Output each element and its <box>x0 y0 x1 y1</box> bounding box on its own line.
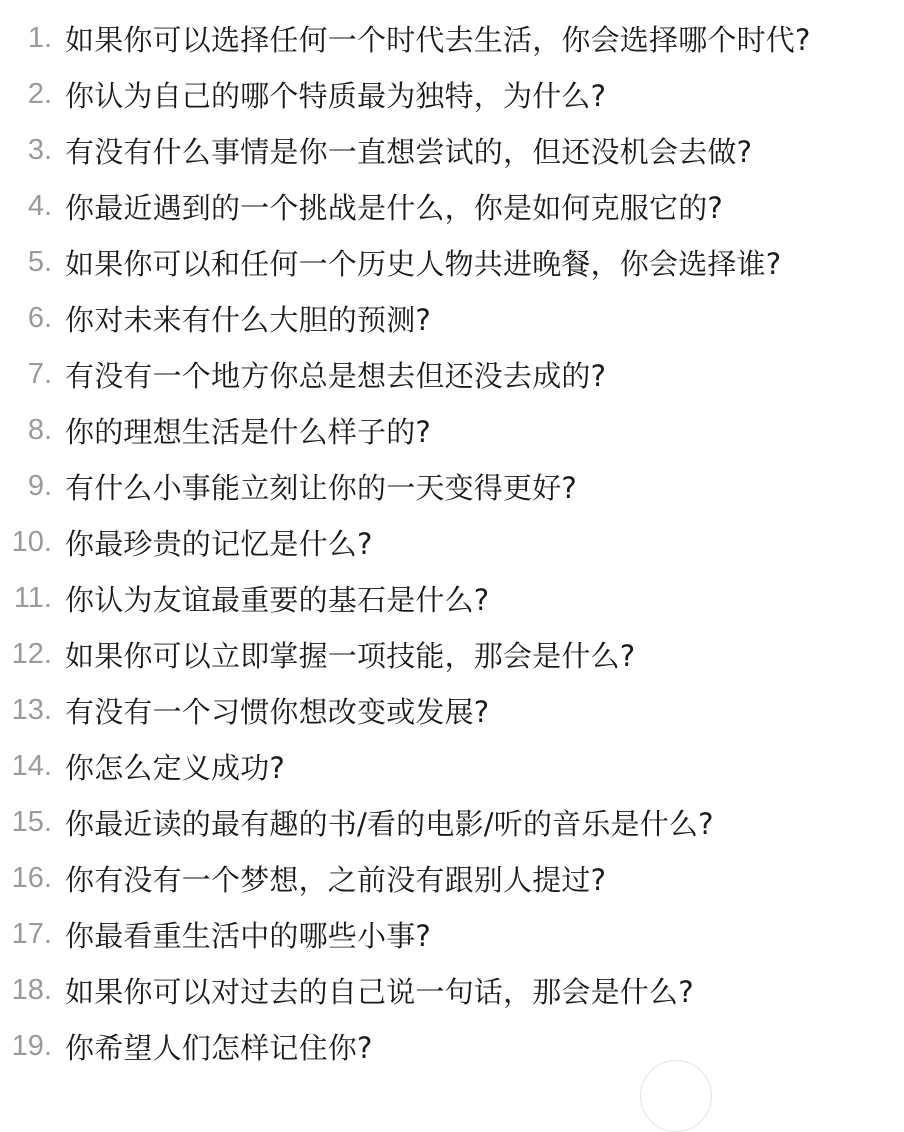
list-item <box>0 66 904 122</box>
list-item <box>0 290 904 346</box>
question-text: 有没有一个习惯你想改变或发展? <box>65 694 490 729</box>
question-number: 5. <box>27 245 52 278</box>
floating-button-partial[interactable] <box>640 1060 712 1132</box>
question-number: 11. <box>13 581 52 614</box>
list-item <box>0 682 904 738</box>
list-item <box>0 234 904 290</box>
list-item <box>0 458 904 514</box>
question-text: 如果你可以对过去的自己说一句话，那会是什么? <box>65 974 694 1009</box>
question-number: 14. <box>11 749 52 782</box>
question-number: 19. <box>11 1029 52 1062</box>
question-text: 有没有一个地方你总是想去但还没去成的? <box>65 358 607 393</box>
question-text: 如果你可以和任何一个历史人物共进晚餐，你会选择谁? <box>65 246 782 281</box>
list-item <box>0 346 904 402</box>
question-text: 你最看重生活中的哪些小事? <box>65 918 431 953</box>
list-item <box>0 738 904 794</box>
question-text: 有什么小事能立刻让你的一天变得更好? <box>65 470 577 505</box>
list-item <box>0 906 904 962</box>
list-item <box>0 626 904 682</box>
question-number: 13. <box>11 693 52 726</box>
question-text: 你认为自己的哪个特质最为独特，为什么? <box>65 78 607 113</box>
question-number: 15. <box>11 805 52 838</box>
question-text: 你有没有一个梦想，之前没有跟别人提过? <box>65 862 607 897</box>
question-number: 17. <box>11 917 52 950</box>
question-text: 你最近读的最有趣的书/看的电影/听的音乐是什么? <box>65 806 714 841</box>
list-item <box>0 402 904 458</box>
list-item <box>0 1018 904 1074</box>
list-item <box>0 570 904 626</box>
question-number: 6. <box>27 301 52 334</box>
list-item <box>0 10 904 66</box>
question-text: 你的理想生活是什么样子的? <box>65 414 431 449</box>
question-text: 如果你可以立即掌握一项技能，那会是什么? <box>65 638 636 673</box>
list-item <box>0 962 904 1018</box>
list-item <box>0 122 904 178</box>
question-text: 如果你可以选择任何一个时代去生活，你会选择哪个时代? <box>65 22 811 57</box>
question-number: 7. <box>27 357 52 390</box>
question-number: 1. <box>27 21 52 54</box>
list-item <box>0 514 904 570</box>
question-number: 8. <box>27 413 52 446</box>
question-number: 12. <box>11 637 52 670</box>
question-number: 18. <box>11 973 52 1006</box>
list-item <box>0 850 904 906</box>
question-text: 你希望人们怎样记住你? <box>65 1030 373 1065</box>
question-number: 4. <box>27 189 52 222</box>
question-number: 3. <box>27 133 52 166</box>
question-number: 16. <box>11 861 52 894</box>
question-number: 10. <box>11 525 52 558</box>
question-number: 2. <box>27 77 52 110</box>
question-text: 你认为友谊最重要的基石是什么? <box>65 582 490 617</box>
list-item <box>0 178 904 234</box>
question-text: 你对未来有什么大胆的预测? <box>65 302 431 337</box>
question-text: 你最珍贵的记忆是什么? <box>65 526 373 561</box>
question-text: 你怎么定义成功? <box>65 750 285 785</box>
question-text: 有没有什么事情是你一直想尝试的，但还没机会去做? <box>65 134 753 169</box>
question-text: 你最近遇到的一个挑战是什么，你是如何克服它的? <box>65 190 723 225</box>
question-number: 9. <box>27 469 52 502</box>
question-list <box>0 10 904 1074</box>
list-item <box>0 794 904 850</box>
